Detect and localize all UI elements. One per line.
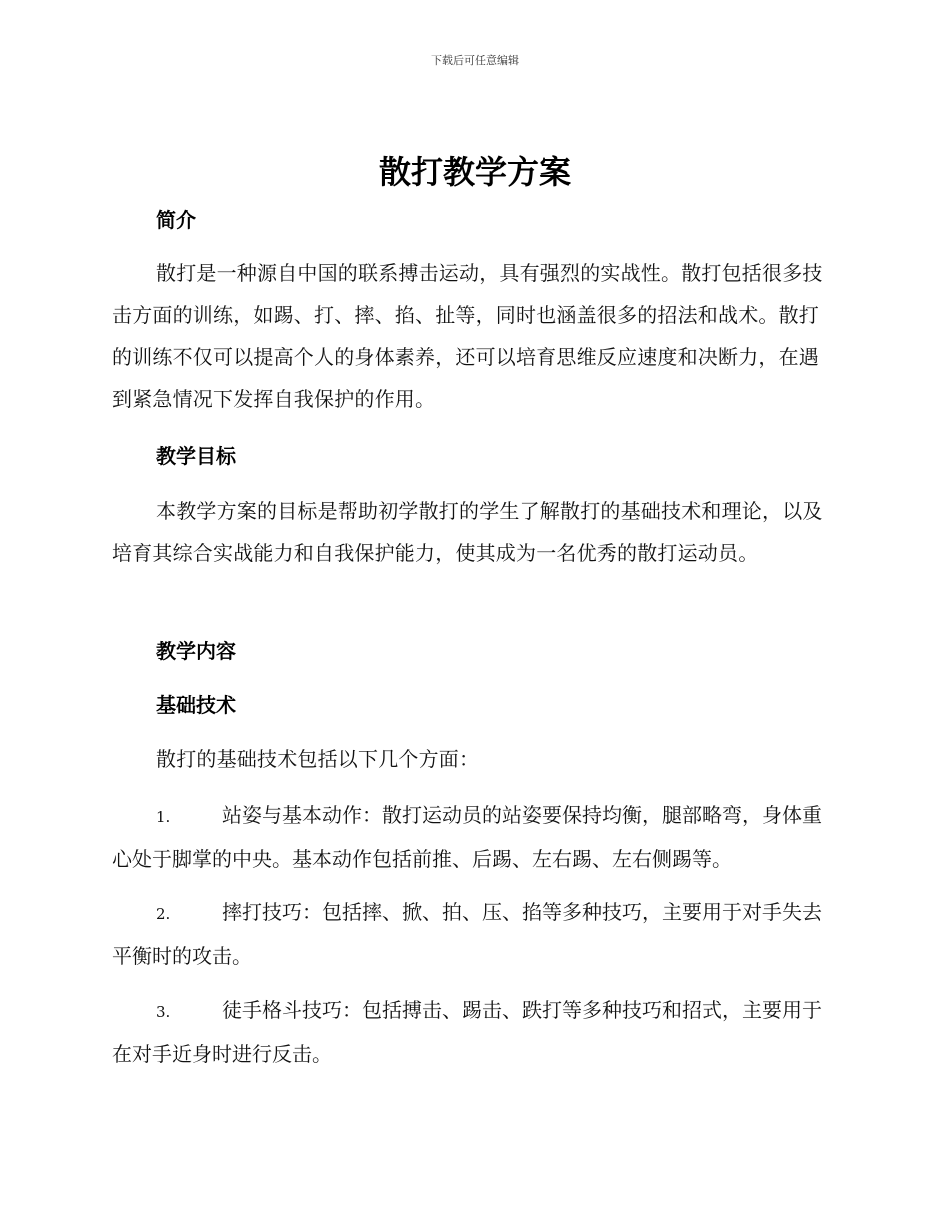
list-text: 站姿与基本动作：散打运动员的站姿要保持均衡，腿部略弯，身体重心处于脚掌的中央。基本动作包括前推、后踢、左右踢、左右侧踢等。 [112, 803, 822, 871]
list-text: 摔打技巧：包括摔、掀、拍、压、掐等多种技巧，主要用于对手失去平衡时的攻击。 [112, 900, 822, 968]
heading-basic: 基础技术 [156, 693, 236, 717]
document-title: 散打教学方案 [378, 153, 571, 191]
list-number: 2. [156, 905, 171, 923]
heading-content: 教学内容 [156, 639, 236, 663]
list-number: 3. [156, 1003, 171, 1021]
paragraph-goal: 本教学方案的目标是帮助初学散打的学生了解散打的基础技术和理论，以及培育其综合实战能力和自我保护能力，使其成为一名优秀的散打运动员。 [112, 499, 823, 565]
list-text: 徒手格斗技巧：包括搏击、踢击、跌打等多种技巧和招式，主要用于在对手近身时进行反击。 [112, 998, 822, 1066]
list-item [112, 891, 834, 977]
list-item [112, 989, 834, 1075]
paragraph-intro: 散打是一种源自中国的联系搏击运动，具有强烈的实战性。散打包括很多技击方面的训练，如踢、打、摔、掐、扯等，同时也涵盖很多的招法和战术。散打的训练不仅可以提高个人的身体素养，还可以培育思维反应速度和决断力，在遇到紧急情况下发挥自我保护的作用。 [112, 261, 823, 411]
heading-intro: 简介 [156, 208, 196, 232]
paragraph-basic-intro: 散打的基础技术包括以下几个方面： [156, 747, 480, 771]
page-header: 下载后可任意编辑 [431, 54, 519, 67]
list-number: 1. [156, 808, 171, 826]
heading-goal: 教学目标 [156, 444, 236, 468]
list-item [112, 794, 834, 880]
